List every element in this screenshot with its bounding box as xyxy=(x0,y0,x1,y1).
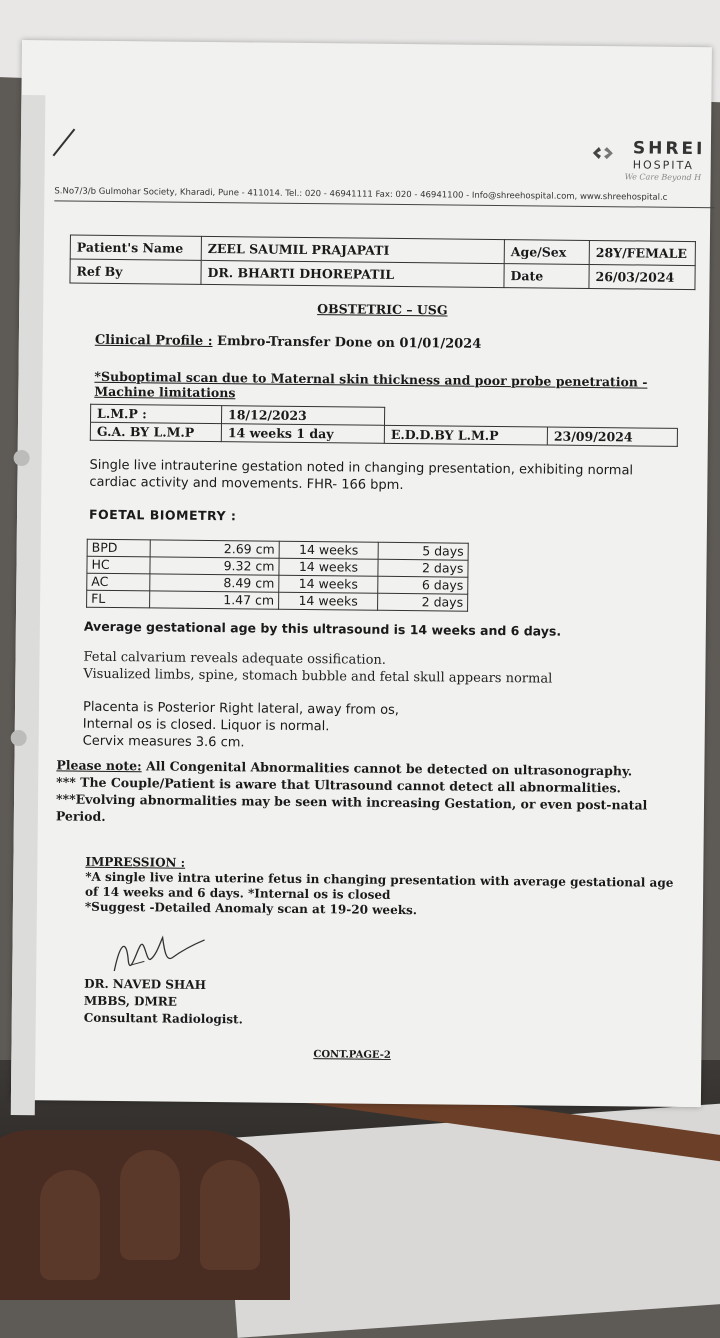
doctor-name: DR. NAVED SHAH xyxy=(84,976,207,992)
clinical-profile-label: Clinical Profile : xyxy=(94,332,213,350)
lmp-table xyxy=(90,404,678,447)
impression-line: *Suggest -Detailed Anomaly scan at 19-20 weeks. xyxy=(84,899,418,918)
lmp-label: L.M.P : xyxy=(91,404,222,423)
hospital-name: SHREI xyxy=(632,138,706,160)
biometry-value: 1.47 cm xyxy=(150,591,279,609)
ref-by: DR. BHARTI DHOREPATIL xyxy=(201,260,504,287)
biometry-param: AC xyxy=(87,573,150,591)
finger xyxy=(120,1150,180,1260)
biometry-param: FL xyxy=(87,590,150,608)
patient-name: ZEEL SAUMIL PRAJAPATI xyxy=(201,236,504,263)
ga-label: G.A. BY L.M.P xyxy=(90,422,221,441)
table-row xyxy=(87,590,468,611)
biometry-value: 8.49 cm xyxy=(150,574,279,592)
please-note xyxy=(56,756,697,831)
foetal-biometry-heading: FOETAL BIOMETRY : xyxy=(88,506,237,524)
biometry-days: 2 days xyxy=(378,593,468,611)
impression-label: IMPRESSION : xyxy=(85,854,186,870)
finger xyxy=(200,1160,260,1270)
hospital-logo-icon xyxy=(591,144,615,162)
hospital-address: S.No7/3/b Gulmohar Society, Kharadi, Pune - 411014. Tel.: 020 - 46941111 Fax: 020 - 46941100 - Info@shreehospital.com, www.shreehospital.c xyxy=(54,186,668,203)
punch-hole xyxy=(11,730,27,746)
biometry-param: HC xyxy=(87,556,150,574)
biometry-table xyxy=(86,539,469,612)
ga-value: 14 weeks 1 day xyxy=(221,424,384,444)
pen-mark xyxy=(53,129,76,157)
signature-image xyxy=(110,931,211,982)
placenta-section xyxy=(83,699,684,756)
hospital-tagline: We Care Beyond H xyxy=(624,172,702,183)
biometry-weeks: 14 weeks xyxy=(279,541,378,559)
biometry-days: 2 days xyxy=(378,559,468,577)
age-sex: 28Y/FEMALE xyxy=(589,240,695,265)
finger xyxy=(40,1170,100,1280)
placenta-line: Placenta is Posterior Right lateral, away from os, xyxy=(82,699,400,718)
patient-name-label: Patient's Name xyxy=(70,235,201,260)
biometry-param: BPD xyxy=(87,539,150,557)
fetal-anatomy xyxy=(83,649,683,689)
signatory-block xyxy=(84,976,244,1029)
continued-page-marker: CONT.PAGE-2 xyxy=(313,1049,391,1061)
edd-value: 23/09/2024 xyxy=(547,427,677,446)
anatomy-line: Visualized limbs, spine, stomach bubble and fetal skull appears normal xyxy=(83,666,553,687)
cervix-line: Cervix measures 3.6 cm. xyxy=(82,733,245,751)
ref-by-label: Ref By xyxy=(70,259,201,284)
report-page xyxy=(11,40,712,1107)
age-sex-label: Age/Sex xyxy=(504,240,589,265)
edd-label: E.D.D.BY L.M.P xyxy=(384,425,547,445)
calvarium-line: Fetal calvarium reveals adequate ossification. xyxy=(83,649,387,668)
internal-os-line: Internal os is closed. Liquor is normal. xyxy=(82,716,330,735)
table-row xyxy=(70,259,695,290)
punch-hole xyxy=(14,450,30,466)
impression xyxy=(85,855,686,921)
biometry-weeks: 14 weeks xyxy=(279,558,378,576)
average-gestational-age: Average gestational age by this ultrasound is 14 weeks and 6 days. xyxy=(83,618,562,639)
suboptimal-note: *Suboptimal scan due to Maternal skin thickness and poor probe penetration - Machine limitations xyxy=(94,368,648,401)
doctor-degree: MBBS, DMRE xyxy=(83,993,177,1009)
doctor-title: Consultant Radiologist. xyxy=(83,1010,243,1027)
biometry-weeks: 14 weeks xyxy=(279,592,378,610)
biometry-days: 5 days xyxy=(378,542,468,560)
date-label: Date xyxy=(504,264,589,289)
report-title: OBSTETRIC – USG xyxy=(317,301,448,318)
clinical-profile-value: Embro-Transfer Done on 01/01/2024 xyxy=(217,334,482,352)
hospital-subname: HOSPITA xyxy=(632,158,694,173)
biometry-value: 2.69 cm xyxy=(150,540,279,558)
biometry-value: 9.32 cm xyxy=(150,557,279,575)
note-line: ***Evolving abnormalities may be seen with increasing Gestation, or even post-natal Period. xyxy=(55,791,648,824)
biometry-weeks: 14 weeks xyxy=(279,575,378,593)
gestation-finding: Single live intrauterine gestation noted in changing presentation, exhibiting normal cardiac activity and movements. FHR- 166 bpm. xyxy=(89,457,634,494)
lmp-value: 18/12/2023 xyxy=(221,406,384,426)
note-text: All Congenital Abnormalities cannot be detected on ultrasonography. xyxy=(145,758,633,779)
note-line: *** The Couple/Patient is aware that Ultrasound cannot detect all abnormalities. xyxy=(56,774,621,796)
note-label: Please note: xyxy=(56,757,142,774)
patient-info-table xyxy=(69,235,695,291)
biometry-days: 6 days xyxy=(378,576,468,594)
impression-line: *A single live intra uterine fetus in changing presentation with average gestational age of 14 weeks and 6 days. *Internal os is closed xyxy=(85,869,674,902)
report-date: 26/03/2024 xyxy=(589,264,695,289)
page-binding-edge xyxy=(11,95,46,1115)
clinical-profile xyxy=(95,333,482,352)
